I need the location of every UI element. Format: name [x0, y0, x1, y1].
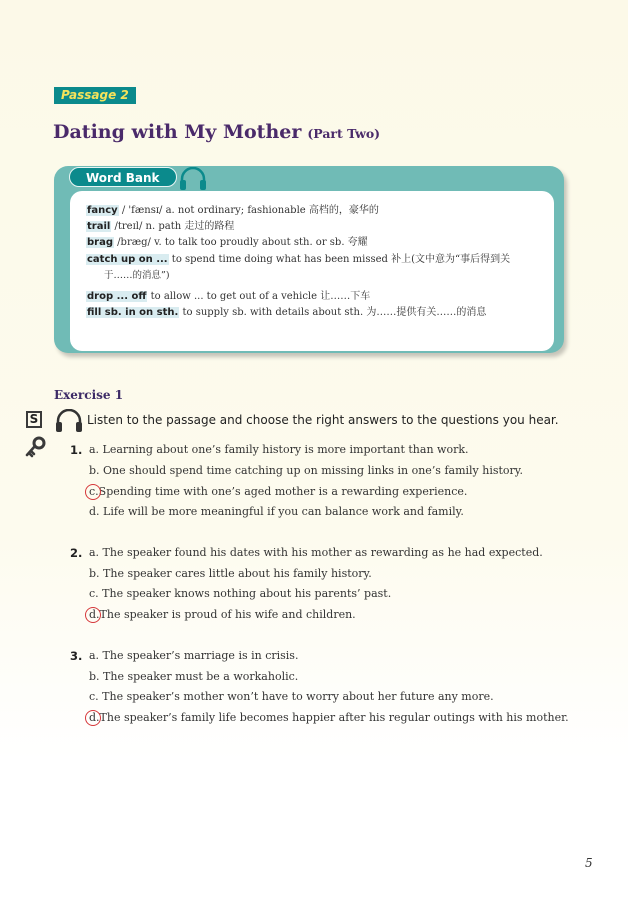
headword: brag	[87, 237, 113, 248]
answer-option[interactable]	[89, 546, 543, 559]
question-number: 2.	[70, 546, 83, 560]
headword: trail	[87, 221, 111, 232]
answer-option[interactable]	[89, 670, 298, 683]
answer-option-selected[interactable]	[89, 485, 467, 498]
headword: fancy	[87, 205, 118, 216]
key-icon[interactable]	[24, 436, 46, 462]
answer-option-selected[interactable]	[89, 608, 356, 621]
option-text: The speaker found his dates with his mother as rewarding as he had expected.	[99, 546, 543, 559]
option-letter: a.	[89, 546, 100, 559]
exercise-title: Exercise 1	[54, 388, 124, 402]
definition: to allow ... to get out of a vehicle 让……下车	[147, 291, 371, 302]
option-letter: d.	[89, 505, 100, 518]
option-letter: a.	[89, 443, 100, 456]
answer-option[interactable]	[89, 690, 494, 703]
exercise-instruction: Listen to the passage and choose the right answers to the questions you hear.	[87, 413, 559, 427]
passage-label: Passage 2	[54, 87, 136, 104]
word-entry	[86, 220, 234, 234]
question-number: 1.	[70, 443, 83, 457]
option-text: The speaker’s mother won’t have to worry about her future any more.	[98, 690, 494, 703]
title-main: Dating with My Mother	[53, 121, 302, 143]
word-entry	[86, 306, 486, 320]
headword: fill sb. in on sth.	[87, 307, 179, 318]
word-entry	[86, 253, 510, 267]
definition: /bræg/ v. to talk too proudly about sth. or sb. 夸耀	[114, 237, 368, 248]
answer-option[interactable]	[89, 649, 298, 662]
script-icon[interactable]: S	[26, 411, 42, 428]
option-letter: c.	[89, 690, 99, 703]
option-text: The speaker’s family life becomes happier after his regular outings with his mother.	[99, 711, 569, 724]
headphones-icon[interactable]	[54, 409, 84, 437]
option-text: The speaker is proud of his wife and children.	[99, 608, 356, 621]
option-text: Life will be more meaningful if you can balance work and family.	[99, 505, 464, 518]
word-entry	[86, 204, 379, 218]
headword: catch up on ...	[87, 254, 168, 265]
definition: to supply sb. with details about sth. 为……提供有关……的消息	[179, 307, 487, 318]
title-sub: (Part Two)	[307, 126, 381, 141]
option-letter: b.	[89, 567, 100, 580]
option-text: One should spend time catching up on missing links in one’s family history.	[99, 464, 524, 477]
headword: drop ... off	[87, 291, 147, 302]
definition-continued: 于……的消息”)	[104, 270, 170, 281]
answer-option-selected[interactable]	[89, 711, 569, 724]
option-text: The speaker cares little about his family history.	[99, 567, 372, 580]
word-entry	[86, 290, 370, 304]
option-text: Spending time with one’s aged mother is a rewarding experience.	[98, 485, 468, 498]
option-letter: a.	[89, 649, 100, 662]
question-number: 3.	[70, 649, 83, 663]
selected-answer-letter: d.	[89, 711, 100, 724]
page-title	[53, 121, 380, 143]
definition: to spend time doing what has been missed 补上(文中意为“事后得到关	[168, 254, 511, 265]
option-letter: b.	[89, 464, 100, 477]
definition: /treɪl/ n. path 走过的路程	[111, 221, 235, 232]
answer-option[interactable]	[89, 587, 391, 600]
answer-option[interactable]	[89, 505, 464, 518]
option-text: The speaker’s marriage is in crisis.	[99, 649, 299, 662]
answer-option[interactable]	[89, 464, 523, 477]
option-letter: b.	[89, 670, 100, 683]
option-text: Learning about one’s family history is more important than work.	[99, 443, 469, 456]
word-entry	[86, 236, 368, 250]
option-text: The speaker knows nothing about his parents’ past.	[98, 587, 392, 600]
option-letter: c.	[89, 587, 99, 600]
definition: / 'fænsɪ/ a. not ordinary; fashionable 高档的，豪华的	[118, 205, 379, 216]
option-text: The speaker must be a workaholic.	[99, 670, 299, 683]
answer-option[interactable]	[89, 567, 372, 580]
selected-answer-letter: d.	[89, 608, 100, 621]
word-bank-label: Word Bank	[69, 167, 177, 187]
selected-answer-letter: c.	[89, 485, 99, 498]
answer-option[interactable]	[89, 443, 469, 456]
page-number: 5	[585, 856, 593, 870]
